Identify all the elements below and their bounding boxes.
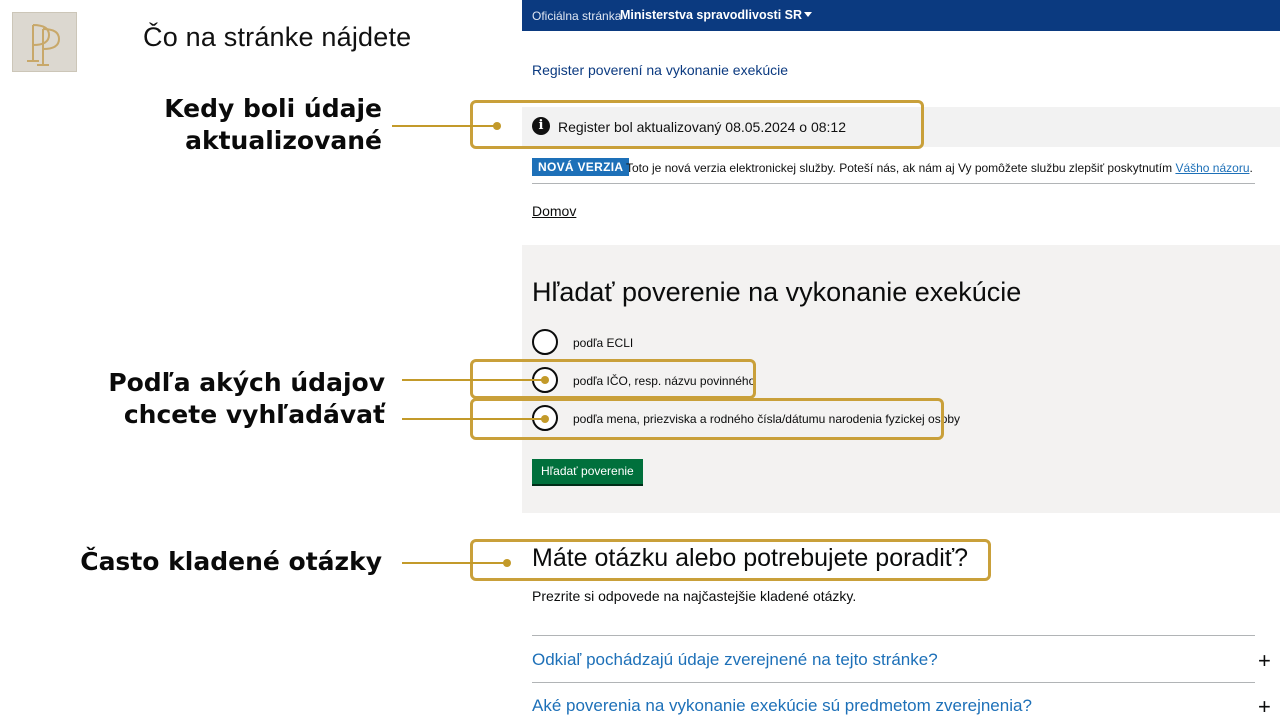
connector-line [402, 418, 545, 420]
radio-ico-label[interactable]: podľa IČO, resp. názvu povinného [573, 374, 756, 388]
radio-person-label[interactable]: podľa mena, priezviska a rodného čísla/dátumu narodenia fyzickej osoby [573, 412, 961, 426]
radio-ecli-label[interactable]: podľa ECLI [573, 336, 634, 350]
feedback-link[interactable]: Vášho názoru [1175, 161, 1250, 175]
connector-line [402, 379, 545, 381]
label-updated-line2: aktualizované [185, 126, 382, 155]
divider [532, 635, 1255, 636]
register-link[interactable]: Register poverení na vykonanie exekúcie [532, 62, 789, 78]
highlight-faq-box [470, 539, 991, 581]
pp-monogram-icon [13, 13, 76, 71]
connector-dot [541, 376, 549, 384]
official-prefix: Oficiálna stránka [532, 9, 622, 23]
label-search [108, 367, 385, 431]
label-search-line1: Podľa akých údajov [108, 368, 385, 397]
new-version-text [626, 161, 1253, 175]
slide-title: Čo na stránke nájdete [143, 22, 412, 52]
info-icon: i [532, 117, 550, 135]
connector-line [402, 562, 507, 564]
breadcrumb-home-link[interactable]: Domov [532, 203, 577, 219]
new-version-badge: NOVÁ VERZIA [532, 158, 629, 176]
connector-dot [503, 559, 511, 567]
new-version-end: . [1249, 161, 1253, 175]
radio-ecli[interactable] [532, 329, 558, 355]
search-title: Hľadať poverenie na vykonanie exekúcie [532, 277, 1022, 307]
label-updated [164, 93, 382, 157]
faq-question-2[interactable]: Aké poverenia na vykonanie exekúcie sú predmetom zverejnenia? [532, 696, 1032, 715]
plus-icon[interactable]: + [1258, 694, 1271, 719]
ministry-link[interactable]: Ministerstva spravodlivosti SR [620, 8, 803, 22]
chevron-down-icon[interactable] [804, 12, 812, 17]
label-faq: Často kladené otázky [80, 547, 382, 576]
highlight-update-box [470, 100, 924, 149]
update-notice-text: Register bol aktualizovaný 08.05.2024 o 08:12 [558, 119, 846, 135]
faq-title: Máte otázku alebo potrebujete poradiť? [532, 544, 969, 572]
new-version-message: Toto je nová verzia elektronickej služby. Poteší nás, ak nám aj Vy pomôžete službu zlepšiť poskytnutím [626, 161, 1173, 175]
label-search-line2: chcete vyhľadávať [123, 400, 385, 429]
search-button[interactable]: Hľadať poverenie [532, 459, 643, 484]
divider [532, 183, 1255, 184]
faq-question-1[interactable]: Odkiaľ pochádzajú údaje zverejnené na tejto stránke? [532, 650, 938, 669]
connector-line [392, 125, 497, 127]
faq-subtitle: Prezrite si odpovede na najčastejšie kladené otázky. [532, 588, 857, 604]
connector-dot [541, 415, 549, 423]
top-bar [522, 0, 1280, 31]
logo [12, 12, 77, 72]
connector-dot [493, 122, 501, 130]
label-updated-line1: Kedy boli údaje [164, 94, 382, 123]
plus-icon[interactable]: + [1258, 648, 1271, 673]
divider [532, 682, 1255, 683]
